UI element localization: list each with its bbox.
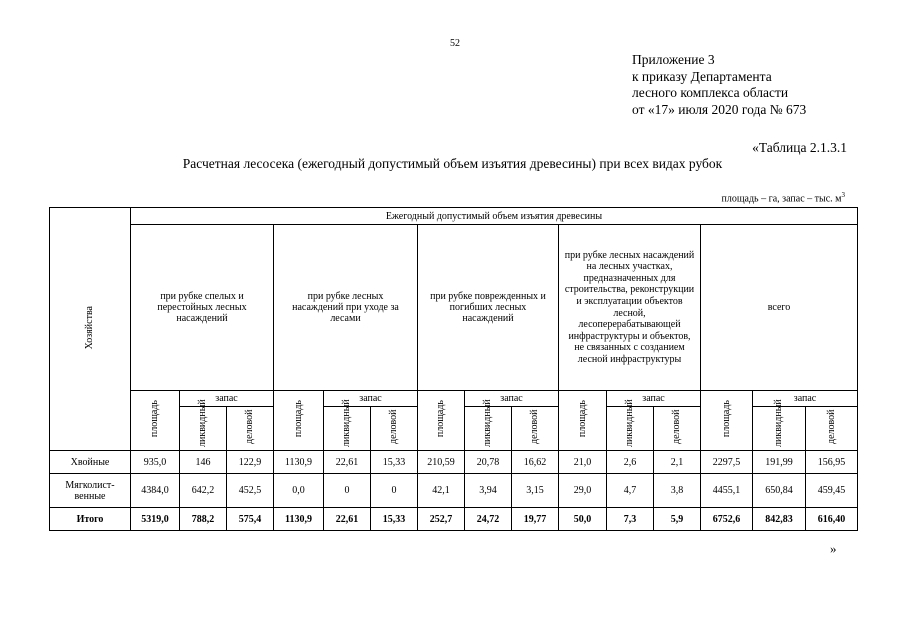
cell: 191,99 (753, 451, 806, 474)
sub-area: площадь (559, 391, 607, 451)
sub-area: площадь (131, 391, 180, 451)
sub-stock: запас (324, 391, 418, 407)
table-row (50, 474, 858, 508)
cell: 4384,0 (131, 474, 180, 508)
cell: 3,15 (512, 474, 559, 508)
group-construction: при рубке лесных насаждений на лесных участках, предназначенных для строительства, реконструкции и эксплуатации объектов лесной, лесоперерабатывающей инфраструктуры и объектов, не связанных с созданием лесной инфраструктуры (559, 225, 701, 391)
appendix-block (632, 52, 806, 118)
cell: 22,61 (324, 508, 371, 531)
cell: 788,2 (180, 508, 227, 531)
units-note (721, 191, 845, 204)
cell: 3,8 (654, 474, 701, 508)
cell: 20,78 (465, 451, 512, 474)
sub-commercial: деловой (512, 407, 559, 451)
table-row (50, 451, 858, 474)
table-row-total (50, 508, 858, 531)
sub-area: площадь (274, 391, 324, 451)
sub-liquid: ликвидный (180, 407, 227, 451)
cell: 42,1 (418, 474, 465, 508)
sub-liquid: ликвидный (753, 407, 806, 451)
cell: 452,5 (227, 474, 274, 508)
cell: 156,95 (806, 451, 858, 474)
cell: 4,7 (607, 474, 654, 508)
allowable-cut-table (49, 207, 858, 531)
sub-liquid: ликвидный (324, 407, 371, 451)
cell: 122,9 (227, 451, 274, 474)
header-main: Ежегодный допустимый объем изъятия древесины (131, 208, 858, 225)
group-thinning: при рубке лесных насаждений при уходе за лесами (274, 225, 418, 391)
cell: 15,33 (371, 508, 418, 531)
sub-liquid: ликвидный (607, 407, 654, 451)
cell: 0 (324, 474, 371, 508)
cell: 24,72 (465, 508, 512, 531)
page-number: 52 (450, 38, 460, 49)
cell: 19,77 (512, 508, 559, 531)
cell: 15,33 (371, 451, 418, 474)
sub-commercial: деловой (654, 407, 701, 451)
cell: 5319,0 (131, 508, 180, 531)
cell: 7,3 (607, 508, 654, 531)
appendix-line-3: лесного комплекса области (632, 85, 789, 100)
cell: 146 (180, 451, 227, 474)
cell: 3,94 (465, 474, 512, 508)
sub-liquid: ликвидный (465, 407, 512, 451)
cell: 642,2 (180, 474, 227, 508)
appendix-line-4: от «17» июля 2020 года № 673 (632, 101, 807, 117)
cell: 0,0 (274, 474, 324, 508)
cell: 22,61 (324, 451, 371, 474)
row-label: Мягколист- венные (50, 474, 131, 508)
cell: 459,45 (806, 474, 858, 508)
cell: 575,4 (227, 508, 274, 531)
cell: 5,9 (654, 508, 701, 531)
appendix-line-1: Приложение 3 (632, 52, 715, 67)
cell: 29,0 (559, 474, 607, 508)
units-superscript: 3 (841, 191, 845, 199)
sub-stock: запас (607, 391, 701, 407)
cell: 0 (371, 474, 418, 508)
group-damaged: при рубке поврежденных и погибших лесных насаждений (418, 225, 559, 391)
sub-stock: запас (180, 391, 274, 407)
cell: 616,40 (806, 508, 858, 531)
closing-quote: » (830, 541, 837, 556)
cell: 4455,1 (701, 474, 753, 508)
sub-commercial: деловой (371, 407, 418, 451)
header-farm: Хозяйства (50, 208, 131, 451)
cell: 842,83 (753, 508, 806, 531)
cell: 1130,9 (274, 451, 324, 474)
cell: 50,0 (559, 508, 607, 531)
cell: 1130,9 (274, 508, 324, 531)
cell: 6752,6 (701, 508, 753, 531)
appendix-line-2: к приказу Департамента (632, 68, 772, 84)
cell: 16,62 (512, 451, 559, 474)
sub-commercial: деловой (227, 407, 274, 451)
sub-stock: запас (465, 391, 559, 407)
group-mature: при рубке спелых и перестойных лесных насаждений (131, 225, 274, 391)
units-text: площадь – га, запас – тыс. м (721, 193, 842, 205)
sub-commercial: деловой (806, 407, 858, 451)
sub-stock: запас (753, 391, 858, 407)
cell: 2,6 (607, 451, 654, 474)
cell: 252,7 (418, 508, 465, 531)
row-label: Итого (50, 508, 131, 531)
cell: 650,84 (753, 474, 806, 508)
document-title: Расчетная лесосека (ежегодный допустимый объем изъятия древесины) при всех видах рубок (182, 156, 723, 171)
group-total: всего (701, 225, 858, 391)
cell: 210,59 (418, 451, 465, 474)
row-label: Хвойные (50, 451, 131, 474)
cell: 935,0 (131, 451, 180, 474)
sub-area: площадь (418, 391, 465, 451)
cell: 2,1 (654, 451, 701, 474)
sub-area: площадь (701, 391, 753, 451)
table-number: «Таблица 2.1.3.1 (752, 140, 847, 155)
cell: 21,0 (559, 451, 607, 474)
cell: 2297,5 (701, 451, 753, 474)
